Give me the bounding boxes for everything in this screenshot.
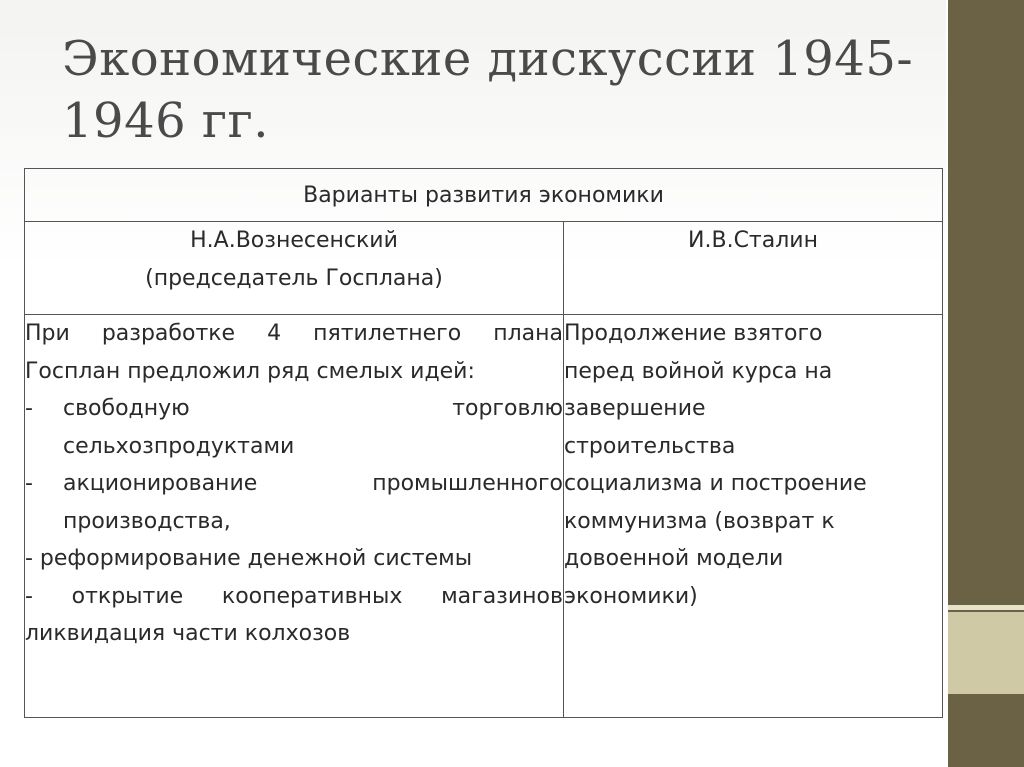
voznesensky-role: (председатель Госплана) (145, 266, 443, 291)
stalin-line-4: строительства (564, 433, 736, 459)
comparison-table (24, 168, 943, 718)
stalin-line-8: экономики) (564, 583, 698, 609)
voznesensky-proposals-cell (25, 315, 564, 718)
stalin-line-1: Продолжение взятого (564, 321, 823, 346)
list-item (25, 390, 563, 465)
item-free-trade-line-1: свободную торговлю (63, 396, 563, 421)
slide-title (62, 28, 922, 152)
item-free-trade-line-2: сельхозпродуктами (63, 433, 295, 459)
side-bar-accent-line (948, 605, 1024, 610)
intro-line-1: При разработке 4 пятилетнего плана (25, 321, 563, 346)
item-shares-line-2: производства, (63, 508, 231, 534)
voznesensky-name: Н.А.Вознесенский (190, 228, 398, 253)
side-bar-accent-block (948, 612, 1024, 694)
column-header-voznesensky (25, 222, 564, 315)
stalin-line-6: коммунизма (возврат к (564, 508, 835, 534)
item-kolkhoz-liquidation: ликвидация части колхозов (25, 621, 351, 646)
stalin-line-5: социализма и построение (564, 471, 867, 496)
intro-line-2: Госплан предложил ряд смелых идей: (25, 358, 475, 384)
slide-title-line-2: 1946 гг. (62, 93, 269, 149)
table-header-cell: Варианты развития экономики (25, 169, 943, 222)
stalin-line-7: довоенной модели (564, 546, 784, 571)
column-header-stalin: И.В.Сталин (564, 222, 943, 315)
stalin-line-3: завершение (564, 396, 706, 421)
list-item (25, 465, 563, 540)
table-header-row (25, 169, 943, 222)
stalin-position-cell (564, 315, 943, 718)
list-dash: - (25, 396, 33, 421)
list-dash: - (25, 471, 33, 496)
slide-title-line-1: Экономические дискуссии 1945- (62, 31, 914, 87)
item-shares-line-1: акционирование промышленного (63, 471, 563, 496)
table-column-header-row (25, 222, 943, 315)
stalin-line-2: перед войной курса на (564, 358, 833, 384)
table-body-row (25, 315, 943, 718)
item-monetary-reform: - реформирование денежной системы (25, 546, 473, 571)
item-cooperative-shops: - открытие кооперативных магазинов (25, 583, 563, 609)
decorative-side-bar (948, 0, 1024, 767)
